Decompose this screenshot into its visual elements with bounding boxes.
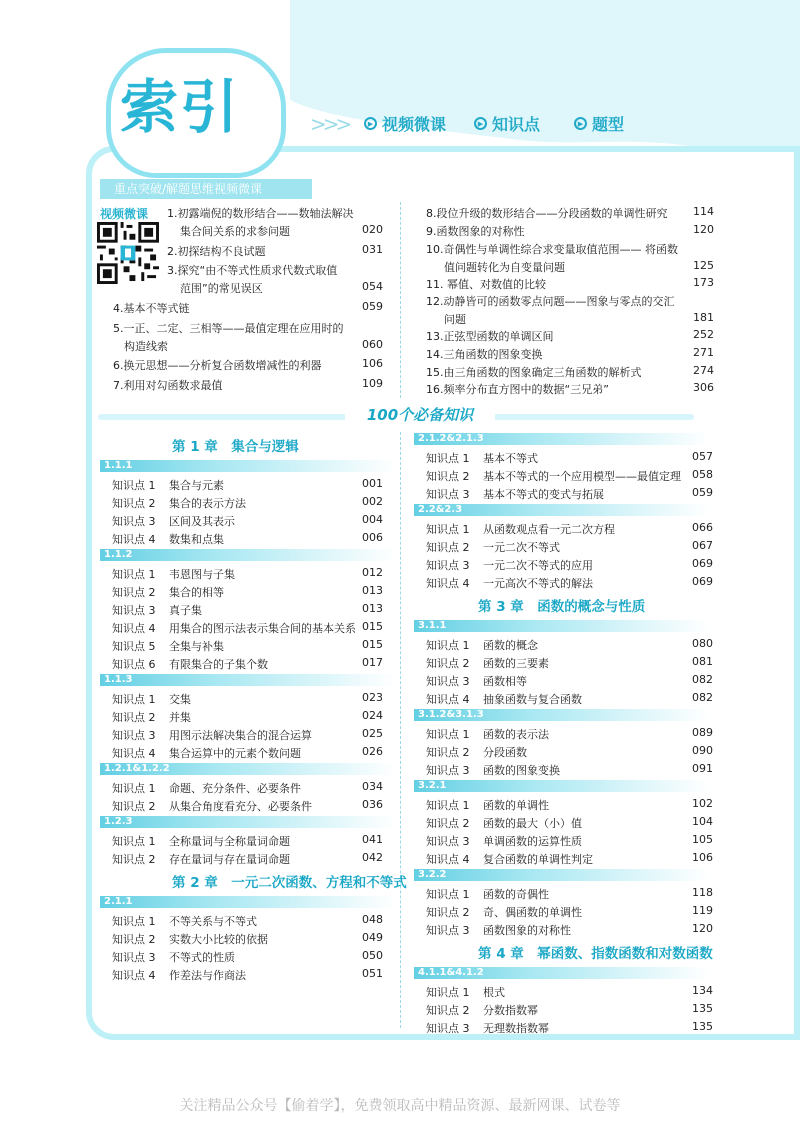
video-lesson-line[interactable]: 构造线索 [124, 340, 168, 353]
knowledge-point-text: 函数的表示法 [483, 728, 549, 741]
section-bar: 3.2.2 [414, 869, 709, 881]
knowledge-point-text: 命题、充分条件、必要条件 [169, 782, 301, 795]
video-lesson-line[interactable]: 11. 幂值、对数值的比较 [426, 278, 546, 291]
knowledge-point[interactable] [112, 931, 268, 947]
knowledge-point-page: 013 [362, 584, 383, 597]
knowledge-point-label: 知识点 4 [112, 969, 156, 982]
knowledge-point[interactable] [112, 913, 257, 929]
knowledge-point-text: 函数的最大（小）值 [483, 817, 582, 830]
knowledge-point-page: 120 [692, 922, 713, 935]
knowledge-point-label: 知识点 1 [426, 986, 470, 999]
knowledge-point-page: 091 [692, 762, 713, 775]
chapter-title: 第 4 章 幂函数、指数函数和对数函数 [478, 946, 713, 962]
video-lesson-page: 173 [693, 276, 714, 289]
knowledge-point-page: 090 [692, 744, 713, 757]
chapter-title: 第 3 章 函数的概念与性质 [478, 599, 646, 615]
knowledge-point-page: 026 [362, 745, 383, 758]
knowledge-point-label: 知识点 3 [426, 559, 470, 572]
knowledge-point-page: 081 [692, 655, 713, 668]
knowledge-point-page: 106 [692, 851, 713, 864]
knowledge-point-page: 104 [692, 815, 713, 828]
knowledge-point-label: 知识点 3 [426, 764, 470, 777]
knowledge-point-page: 089 [692, 726, 713, 739]
knowledge-point-page: 042 [362, 851, 383, 864]
knowledge-point-label: 知识点 1 [426, 452, 470, 465]
knowledge-point-page: 082 [692, 673, 713, 686]
knowledge-point-text: 用图示法解决集合的混合运算 [169, 729, 312, 742]
video-lesson-page: 271 [693, 346, 714, 359]
knowledge-point-text: 函数的奇偶性 [483, 888, 549, 901]
knowledge-point[interactable] [112, 602, 202, 618]
knowledge-point-page: 050 [362, 949, 383, 962]
knowledge-point-page: 024 [362, 709, 383, 722]
knowledge-point-label: 知识点 1 [112, 915, 156, 928]
knowledge-point-label: 知识点 4 [112, 533, 156, 546]
knowledge-point-page: 105 [692, 833, 713, 846]
knowledge-point-text: 存在量词与存在量词命题 [169, 853, 290, 866]
footer-note: 关注精品公众号【偷着学】，免费领取高中精品资源、最新网课、试卷等 [179, 1098, 621, 1114]
knowledge-point-text: 不等关系与不等式 [169, 915, 257, 928]
knowledge-point-text: 基本不等式 [483, 452, 538, 465]
video-lesson-page: 054 [362, 280, 383, 293]
knowledge-point[interactable] [112, 638, 224, 654]
knowledge-point-label: 知识点 1 [112, 782, 156, 795]
knowledge-point-text: 从函数观点看一元二次方程 [483, 523, 615, 536]
knowledge-point[interactable] [112, 798, 312, 814]
video-lesson-page: 120 [693, 223, 714, 236]
video-lesson-line[interactable]: 15.由三角函数的图象确定三角函数的解析式 [426, 366, 642, 379]
section-bar: 2.1.1 [100, 896, 395, 908]
knowledge-point-label: 知识点 3 [426, 675, 470, 688]
section-bar: 1.1.2 [100, 549, 395, 561]
knowledge-point-label: 知识点 1 [112, 835, 156, 848]
knowledge-point-text: 无理数指数幂 [483, 1022, 549, 1035]
knowledge-point[interactable] [112, 513, 235, 529]
knowledge-point-text: 集合的相等 [169, 586, 224, 599]
knowledge-point[interactable] [426, 691, 582, 707]
video-lesson-page: 059 [362, 300, 383, 313]
knowledge-point-text: 函数的概念 [483, 639, 538, 652]
knowledge-point-label: 知识点 4 [426, 693, 470, 706]
knowledge-point-label: 知识点 3 [426, 1022, 470, 1035]
knowledge-point[interactable] [426, 557, 593, 573]
knowledge-title: 100个必备知识 [345, 404, 495, 425]
knowledge-point-text: 函数的三要素 [483, 657, 549, 670]
knowledge-point-label: 知识点 2 [426, 1004, 470, 1017]
video-lesson-page: 020 [362, 223, 383, 236]
section-bar: 1.1.3 [100, 674, 395, 686]
knowledge-point-page: 118 [692, 886, 713, 899]
knowledge-point-page: 034 [362, 780, 383, 793]
video-lesson-page: 274 [693, 364, 714, 377]
knowledge-point-label: 知识点 3 [112, 515, 156, 528]
chevron-decoration: >>> [310, 112, 349, 136]
knowledge-point-label: 知识点 2 [426, 817, 470, 830]
knowledge-point-page: 059 [692, 486, 713, 499]
knowledge-point-label: 知识点 5 [112, 640, 156, 653]
knowledge-point[interactable] [112, 709, 191, 725]
knowledge-point-page: 102 [692, 797, 713, 810]
video-lesson-line[interactable]: 9.函数图象的对称性 [426, 225, 525, 238]
video-lesson-page: 106 [362, 357, 383, 370]
video-lesson-line[interactable]: 8.段位升级的数形结合——分段函数的单调性研究 [426, 207, 668, 220]
knowledge-point-text: 不等式的性质 [169, 951, 235, 964]
knowledge-point[interactable] [426, 521, 615, 537]
knowledge-point[interactable] [426, 904, 582, 920]
section-bar: 3.1.1 [414, 620, 709, 632]
video-lesson-page: 125 [693, 259, 714, 272]
video-lesson-line[interactable]: 7.利用对勾函数求最值 [113, 379, 223, 392]
knowledge-point-label: 知识点 1 [112, 479, 156, 492]
knowledge-point-label: 知识点 2 [112, 933, 156, 946]
knowledge-point[interactable] [426, 673, 527, 689]
knowledge-point-text: 有限集合的子集个数 [169, 658, 268, 671]
knowledge-point-text: 一元高次不等式的解法 [483, 577, 593, 590]
section-bar: 1.1.1 [100, 460, 395, 472]
knowledge-point-label: 知识点 1 [426, 888, 470, 901]
knowledge-point[interactable] [426, 833, 582, 849]
knowledge-point-label: 知识点 1 [112, 693, 156, 706]
knowledge-point-page: 002 [362, 495, 383, 508]
video-lesson-line[interactable]: 3.探究“由不等式性质求代数式取值 [167, 264, 338, 277]
knowledge-point-label: 知识点 1 [426, 728, 470, 741]
knowledge-point-page: 023 [362, 691, 383, 704]
knowledge-point-label: 知识点 2 [426, 657, 470, 670]
section-bar: 2.1.2&2.1.3 [414, 433, 709, 445]
knowledge-point[interactable] [426, 468, 681, 484]
knowledge-point-label: 知识点 2 [426, 470, 470, 483]
knowledge-point-text: 函数图象的对称性 [483, 924, 571, 937]
legend-question-type: ▶ 题型 [574, 112, 624, 135]
knowledge-point-page: 058 [692, 468, 713, 481]
knowledge-point-page: 004 [362, 513, 383, 526]
knowledge-point[interactable] [426, 886, 549, 902]
knowledge-point-text: 函数的图象变换 [483, 764, 560, 777]
video-banner: 重点突破/解题思维视频微课 [100, 179, 312, 199]
knowledge-point[interactable] [112, 967, 246, 983]
knowledge-point-page: 069 [692, 575, 713, 588]
knowledge-point-text: 全称量词与全称量词命题 [169, 835, 290, 848]
knowledge-point-page: 135 [692, 1002, 713, 1015]
knowledge-point[interactable] [426, 637, 538, 653]
knowledge-point-text: 集合与元素 [169, 479, 224, 492]
knowledge-point[interactable] [426, 984, 505, 1000]
knowledge-point[interactable] [112, 477, 224, 493]
knowledge-point-page: 006 [362, 531, 383, 544]
video-lesson-line[interactable]: 值问题转化为自变量问题 [444, 261, 565, 274]
knowledge-point-page: 080 [692, 637, 713, 650]
video-lesson-line[interactable]: 4.基本不等式链 [113, 302, 190, 315]
knowledge-point-label: 知识点 1 [426, 639, 470, 652]
legend-knowledge: ▶ 知识点 [474, 112, 540, 135]
qr-code-icon[interactable] [97, 222, 159, 284]
knowledge-point-page: 057 [692, 450, 713, 463]
knowledge-point-page: 051 [362, 967, 383, 980]
video-lesson-line[interactable]: 16.频率分布直方图中的数据“三兄弟” [426, 383, 609, 396]
video-lesson-page: 060 [362, 338, 383, 351]
knowledge-point-label: 知识点 4 [426, 853, 470, 866]
knowledge-point-page: 048 [362, 913, 383, 926]
play-icon: ▶ [474, 117, 487, 130]
knowledge-point[interactable] [112, 949, 235, 965]
knowledge-divider [400, 432, 401, 1028]
knowledge-point[interactable] [426, 815, 582, 831]
knowledge-point-label: 知识点 2 [426, 746, 470, 759]
knowledge-point-text: 复合函数的单调性判定 [483, 853, 593, 866]
knowledge-point[interactable] [112, 656, 268, 672]
knowledge-point-label: 知识点 4 [426, 577, 470, 590]
video-lesson-line[interactable]: 5.一正、二定、三相等——最值定理在应用时的 [113, 322, 344, 335]
play-icon: ▶ [574, 117, 587, 130]
knowledge-point-text: 抽象函数与复合函数 [483, 693, 582, 706]
knowledge-point-text: 数集和点集 [169, 533, 224, 546]
chapter-title: 第 2 章 一元二次函数、方程和不等式 [172, 875, 407, 891]
knowledge-point-text: 全集与补集 [169, 640, 224, 653]
video-lesson-line[interactable]: 问题 [444, 313, 466, 326]
knowledge-point-text: 实数大小比较的依据 [169, 933, 268, 946]
section-bar: 3.2.1 [414, 780, 709, 792]
knowledge-point-label: 知识点 2 [426, 541, 470, 554]
knowledge-point-label: 知识点 3 [426, 924, 470, 937]
knowledge-point-text: 函数的单调性 [483, 799, 549, 812]
knowledge-point[interactable] [112, 780, 301, 796]
video-lesson-line[interactable]: 13.正弦型函数的单调区间 [426, 330, 554, 343]
video-lesson-line[interactable]: 2.初探结构不良试题 [167, 245, 266, 258]
knowledge-point-page: 069 [692, 557, 713, 570]
knowledge-point[interactable] [112, 727, 312, 743]
knowledge-point-label: 知识点 3 [112, 604, 156, 617]
chapter-title: 第 1 章 集合与逻辑 [172, 439, 299, 455]
knowledge-point[interactable] [426, 575, 593, 591]
knowledge-point-page: 017 [362, 656, 383, 669]
video-lesson-page: 181 [693, 311, 714, 324]
knowledge-point-text: 基本不等式的变式与拓展 [483, 488, 604, 501]
knowledge-point[interactable] [426, 922, 571, 938]
knowledge-point-page: 067 [692, 539, 713, 552]
section-bar: 2.2&2.3 [414, 504, 709, 516]
knowledge-point-page: 082 [692, 691, 713, 704]
video-lesson-line[interactable]: 范围”的常见误区 [180, 282, 263, 295]
video-lesson-line[interactable]: 10.奇偶性与单调性综合求变量取值范围—— 将函数 [426, 243, 678, 256]
section-bar: 1.2.3 [100, 816, 395, 828]
knowledge-point-label: 知识点 6 [112, 658, 156, 671]
knowledge-point[interactable] [112, 691, 191, 707]
knowledge-point[interactable] [112, 620, 356, 636]
video-divider [400, 202, 401, 398]
knowledge-point-text: 函数相等 [483, 675, 527, 688]
video-lesson-page: 109 [362, 377, 383, 390]
video-lesson-line[interactable]: 6.换元思想——分析复合函数增减性的利器 [113, 359, 322, 372]
page-title: 索引 [120, 73, 241, 141]
knowledge-point-label: 知识点 1 [112, 568, 156, 581]
knowledge-point-page: 066 [692, 521, 713, 534]
knowledge-point-page: 001 [362, 477, 383, 490]
knowledge-point-text: 并集 [169, 711, 191, 724]
qr-label: 视频微课 [100, 207, 149, 221]
video-lesson-page: 306 [693, 381, 714, 394]
knowledge-point-page: 041 [362, 833, 383, 846]
knowledge-point-label: 知识点 1 [426, 523, 470, 536]
knowledge-point-label: 知识点 4 [112, 622, 156, 635]
section-bar: 1.2.1&1.2.2 [100, 763, 395, 775]
knowledge-point-text: 奇、偶函数的单调性 [483, 906, 582, 919]
section-bar: 4.1.1&4.1.2 [414, 967, 709, 979]
video-lesson-line[interactable]: 12.动静皆可的函数零点问题——图象与零点的交汇 [426, 295, 675, 308]
knowledge-point-text: 从集合角度看充分、必要条件 [169, 800, 312, 813]
knowledge-point-label: 知识点 2 [426, 906, 470, 919]
knowledge-point-text: 一元二次不等式的应用 [483, 559, 593, 572]
knowledge-point[interactable] [112, 566, 235, 582]
knowledge-point-page: 119 [692, 904, 713, 917]
knowledge-point[interactable] [426, 450, 538, 466]
video-lesson-page: 114 [693, 205, 714, 218]
knowledge-point-page: 134 [692, 984, 713, 997]
video-lesson-page: 252 [693, 328, 714, 341]
knowledge-point[interactable] [426, 655, 549, 671]
knowledge-point-page: 012 [362, 566, 383, 579]
knowledge-point-label: 知识点 1 [426, 799, 470, 812]
knowledge-point[interactable] [426, 1002, 538, 1018]
knowledge-point[interactable] [426, 539, 560, 555]
knowledge-point-page: 025 [362, 727, 383, 740]
knowledge-point-text: 集合运算中的元素个数问题 [169, 747, 301, 760]
knowledge-point[interactable] [426, 1020, 549, 1036]
knowledge-point-label: 知识点 2 [112, 711, 156, 724]
knowledge-point[interactable] [426, 486, 604, 502]
knowledge-point[interactable] [112, 833, 290, 849]
knowledge-point-label: 知识点 3 [426, 835, 470, 848]
knowledge-point[interactable] [112, 745, 301, 761]
knowledge-point-text: 分段函数 [483, 746, 527, 759]
knowledge-point[interactable] [112, 495, 246, 511]
video-lesson-line[interactable]: 集合间关系的求参问题 [180, 225, 290, 238]
knowledge-point-label: 知识点 2 [112, 853, 156, 866]
knowledge-point-text: 区间及其表示 [169, 515, 235, 528]
knowledge-point[interactable] [426, 744, 527, 760]
knowledge-point-page: 013 [362, 602, 383, 615]
knowledge-point-text: 一元二次不等式 [483, 541, 560, 554]
knowledge-point-label: 知识点 2 [112, 800, 156, 813]
knowledge-point-text: 韦恩图与子集 [169, 568, 235, 581]
knowledge-point-text: 基本不等式的一个应用模型——最值定理 [483, 470, 681, 483]
knowledge-point-label: 知识点 2 [112, 586, 156, 599]
knowledge-point-label: 知识点 3 [112, 951, 156, 964]
knowledge-point[interactable] [112, 531, 224, 547]
video-lesson-line[interactable]: 14.三角函数的图象变换 [426, 348, 543, 361]
knowledge-point-label: 知识点 2 [112, 497, 156, 510]
play-icon: ▶ [364, 117, 377, 130]
knowledge-point-text: 交集 [169, 693, 191, 706]
knowledge-point[interactable] [426, 797, 549, 813]
knowledge-point-text: 真子集 [169, 604, 202, 617]
section-bar: 3.1.2&3.1.3 [414, 709, 709, 721]
knowledge-point-label: 知识点 3 [112, 729, 156, 742]
knowledge-point-page: 015 [362, 638, 383, 651]
knowledge-point[interactable] [426, 762, 560, 778]
knowledge-point[interactable] [426, 726, 549, 742]
knowledge-point-label: 知识点 3 [426, 488, 470, 501]
knowledge-point[interactable] [112, 851, 290, 867]
knowledge-point-text: 分数指数幂 [483, 1004, 538, 1017]
knowledge-point-page: 036 [362, 798, 383, 811]
knowledge-point-text: 根式 [483, 986, 505, 999]
knowledge-point[interactable] [112, 584, 224, 600]
knowledge-point-page: 049 [362, 931, 383, 944]
knowledge-point-text: 集合的表示方法 [169, 497, 246, 510]
legend-video: ▶ 视频微课 [364, 112, 446, 135]
knowledge-point-page: 015 [362, 620, 383, 633]
knowledge-point-text: 单调函数的运算性质 [483, 835, 582, 848]
video-lesson-line[interactable]: 1.初露端倪的数形结合——数轴法解决 [167, 207, 354, 220]
knowledge-point[interactable] [426, 851, 593, 867]
video-lesson-page: 031 [362, 243, 383, 256]
knowledge-point-text: 作差法与作商法 [169, 969, 246, 982]
knowledge-point-text: 用集合的图示法表示集合间的基本关系 [169, 622, 356, 635]
knowledge-point-label: 知识点 4 [112, 747, 156, 760]
knowledge-point-page: 135 [692, 1020, 713, 1033]
